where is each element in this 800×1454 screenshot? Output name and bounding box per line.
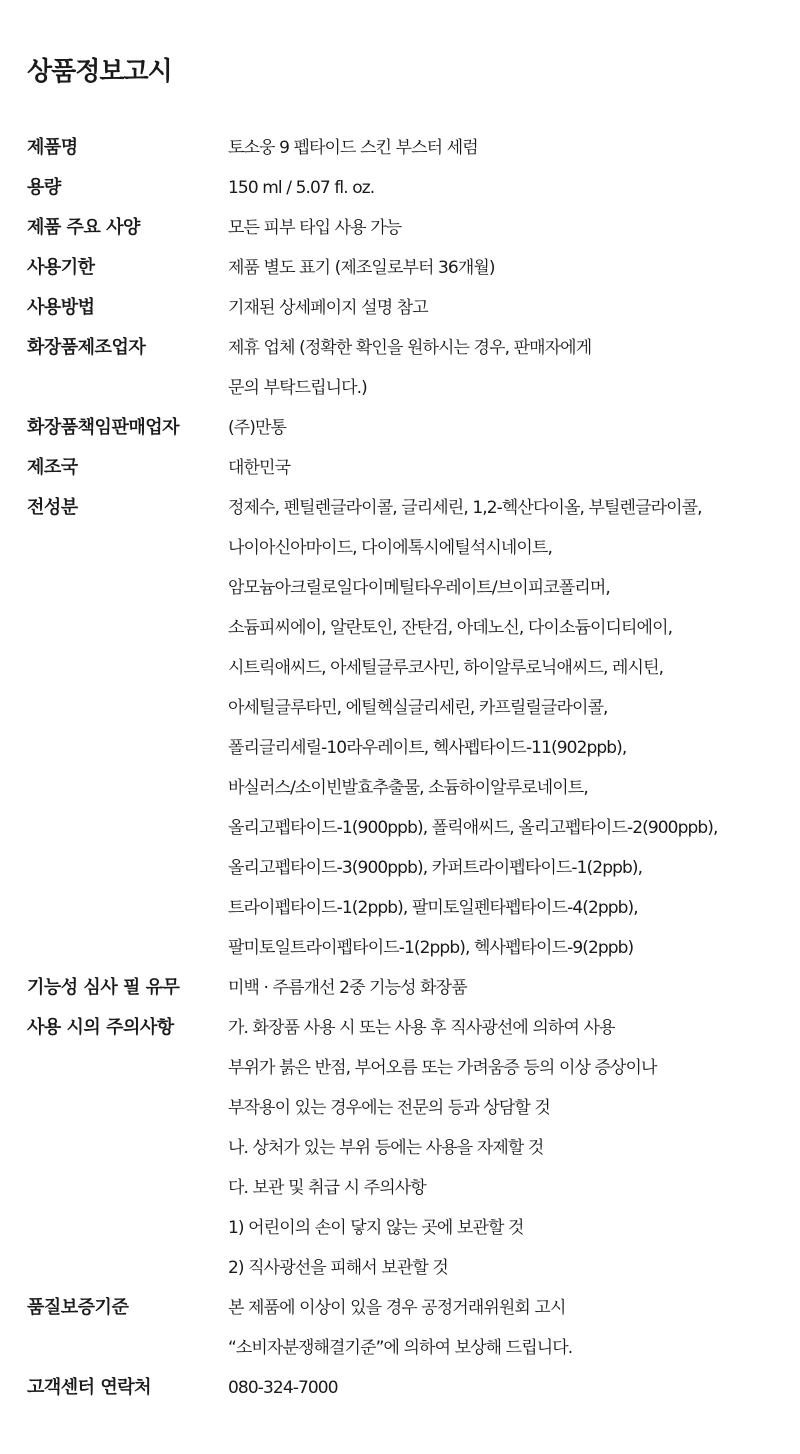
row-functional-review bbox=[27, 968, 787, 1008]
row-value bbox=[228, 208, 787, 248]
row-value bbox=[228, 488, 787, 968]
value-line: 부위가 붉은 반점, 부어오름 또는 가려움증 등의 이상 증상이나 bbox=[228, 1058, 657, 1078]
value-line: 암모늄아크릴로일다이메틸타우레이트/브이피코폴리머, bbox=[228, 578, 610, 598]
row-label: 제조국 bbox=[27, 457, 78, 478]
row-ingredients bbox=[27, 488, 787, 968]
row-value bbox=[228, 1288, 787, 1368]
row-label: 품질보증기준 bbox=[27, 1297, 129, 1318]
value-line: 모든 피부 타입 사용 가능 bbox=[228, 218, 402, 238]
value-line: 가. 화장품 사용 시 또는 사용 후 직사광선에 의하여 사용 bbox=[228, 1018, 615, 1038]
customer-center-phone: 080-324-7000 bbox=[228, 1378, 338, 1398]
row-label: 화장품제조업자 bbox=[27, 337, 146, 358]
row-value bbox=[228, 328, 787, 408]
value-line: 기재된 상세페이지 설명 참고 bbox=[228, 298, 428, 318]
row-label: 사용 시의 주의사항 bbox=[27, 1017, 174, 1038]
row-customer-center bbox=[27, 1368, 787, 1408]
value-line: 트라이펩타이드-1(2ppb), 팔미토일펜타펩타이드-4(2ppb), bbox=[228, 898, 638, 918]
value-line: 부작용이 있는 경우에는 전문의 등과 상담할 것 bbox=[228, 1098, 550, 1118]
row-value bbox=[228, 1008, 787, 1288]
row-value bbox=[228, 248, 787, 288]
value-line: 폴리글리세릴-10라우레이트, 헥사펩타이드-11(902ppb), bbox=[228, 738, 627, 758]
value-line: 본 제품에 이상이 있을 경우 공정거래위원회 고시 bbox=[228, 1298, 566, 1318]
row-value bbox=[228, 168, 787, 208]
row-quality-guarantee bbox=[27, 1288, 787, 1368]
value-line: 150 ml / 5.07 fl. oz. bbox=[228, 178, 375, 198]
row-label: 기능성 심사 필 유무 bbox=[27, 977, 180, 998]
row-value bbox=[228, 288, 787, 328]
value-line: 나이아신아마이드, 다이에톡시에틸석시네이트, bbox=[228, 538, 552, 558]
row-expiry bbox=[27, 248, 787, 288]
row-manufacturer bbox=[27, 328, 787, 408]
value-line: 정제수, 펜틸렌글라이콜, 글리세린, 1,2-헥산다이올, 부틸렌글라이콜, bbox=[228, 498, 702, 518]
value-line: 토소웅 9 펩타이드 스킨 부스터 세럼 bbox=[228, 138, 478, 158]
value-line: 2) 직사광선을 피해서 보관할 것 bbox=[228, 1258, 448, 1278]
row-usage bbox=[27, 288, 787, 328]
row-main-spec bbox=[27, 208, 787, 248]
row-label: 고객센터 연락처 bbox=[27, 1377, 151, 1398]
value-line: 제휴 업체 (정확한 확인을 원하시는 경우, 판매자에게 bbox=[228, 338, 592, 358]
row-label: 제품명 bbox=[27, 137, 78, 158]
row-label: 용량 bbox=[27, 177, 61, 198]
row-country bbox=[27, 448, 787, 488]
product-info-table bbox=[27, 128, 787, 1408]
value-line: 시트릭애씨드, 아세틸글루코사민, 하이알루로닉애씨드, 레시틴, bbox=[228, 658, 664, 678]
row-label: 전성분 bbox=[27, 497, 78, 518]
row-product-name bbox=[27, 128, 787, 168]
value-line: 문의 부탁드립니다.) bbox=[228, 378, 367, 398]
value-line: 제품 별도 표기 (제조일로부터 36개월) bbox=[228, 258, 495, 278]
value-line: 다. 보관 및 취급 시 주의사항 bbox=[228, 1178, 426, 1198]
value-line: “소비자분쟁해결기준”에 의하여 보상해 드립니다. bbox=[228, 1338, 573, 1358]
value-line: 1) 어린이의 손이 닿지 않는 곳에 보관할 것 bbox=[228, 1218, 524, 1238]
row-value bbox=[228, 128, 787, 168]
value-line: 팔미토일트라이펩타이드-1(2ppb), 헥사펩타이드-9(2ppb) bbox=[228, 938, 634, 958]
row-value bbox=[228, 448, 787, 488]
row-label: 제품 주요 사양 bbox=[27, 217, 140, 238]
value-line: 미백 · 주름개선 2중 기능성 화장품 bbox=[228, 978, 467, 998]
value-line: (주)만통 bbox=[228, 418, 287, 438]
row-responsible-seller bbox=[27, 408, 787, 448]
value-line: 소듐피씨에이, 알란토인, 잔탄검, 아데노신, 다이소듐이디티에이, bbox=[228, 618, 673, 638]
value-line: 바실러스/소이빈발효추출물, 소듐하이알루로네이트, bbox=[228, 778, 588, 798]
row-volume bbox=[27, 168, 787, 208]
value-line: 올리고펩타이드-1(900ppb), 폴릭애씨드, 올리고펩타이드-2(900ppb), bbox=[228, 818, 718, 838]
value-line: 대한민국 bbox=[228, 458, 291, 478]
row-label: 화장품책임판매업자 bbox=[27, 417, 179, 438]
page-title: 상품정보고시 bbox=[27, 57, 172, 87]
row-label: 사용방법 bbox=[27, 297, 95, 318]
row-value bbox=[228, 408, 787, 448]
value-line: 올리고펩타이드-3(900ppb), 카퍼트라이펩타이드-1(2ppb), bbox=[228, 858, 643, 878]
value-line: 나. 상처가 있는 부위 등에는 사용을 자제할 것 bbox=[228, 1138, 544, 1158]
row-label: 사용기한 bbox=[27, 257, 95, 278]
row-value bbox=[228, 968, 787, 1008]
row-value bbox=[228, 1368, 787, 1408]
row-precautions bbox=[27, 1008, 787, 1288]
value-line: 아세틸글루타민, 에틸헥실글리세린, 카프릴릴글라이콜, bbox=[228, 698, 608, 718]
